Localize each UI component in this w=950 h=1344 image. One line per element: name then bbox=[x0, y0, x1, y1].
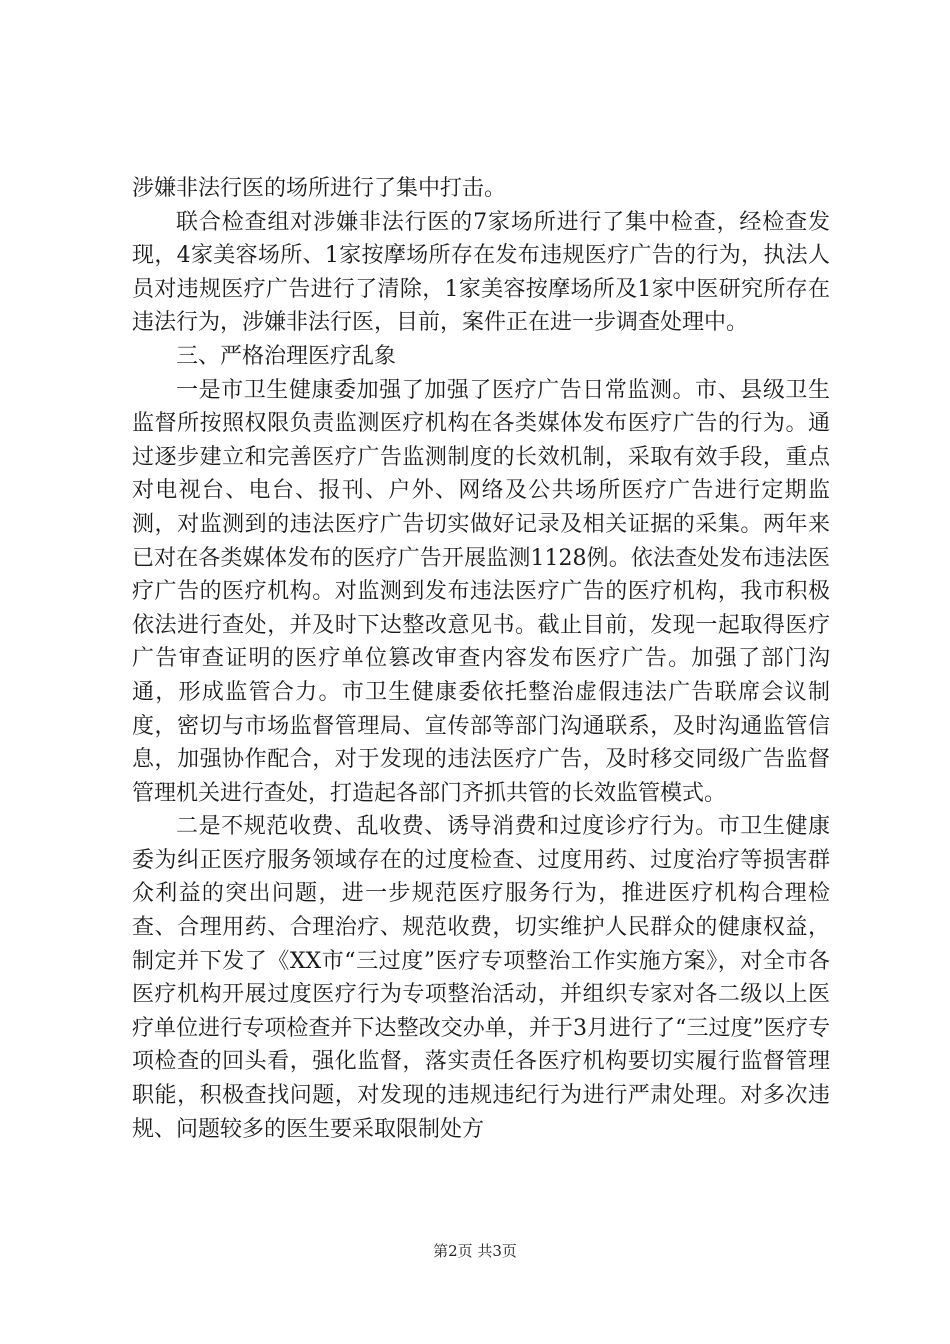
paragraph-joint-inspection: 联合检查组对涉嫌非法行医的7家场所进行了集中检查，经检查发现，4家美容场所、1家按摩场所存在发布违规医疗广告的行为，执法人员对违规医疗广告进行了清除，1家美容按摩场所及1家中医研究所存在违法行为，涉嫌非法行医，目前，案件正在进一步调查处理中。 bbox=[132, 209, 830, 336]
paragraph-advertising-monitoring: 一是市卫生健康委加强了加强了医疗广告日常监测。市、县级卫生监督所按照权限负责监测医疗机构在各类媒体发布医疗广告的行为。通过逐步建立和完善医疗广告监测制度的长效机制，采取有效手段，重点对电视台、电台、报刊、户外、网络及公共场所医疗广告进行定期监测，对监测到的违法医疗广告切实做好记录及相关证据的采集。两年来已对在各类媒体发布的医疗广告开展监测1128例。依法查处发布违法医疗广告的医疗机构。对监测到发布违法医疗广告的医疗机构，我市积极依法进行查处，并及时下达整改意见书。截止目前，发现一起取得医疗广告审查证明的医疗单位篡改审查内容发布医疗广告。加强了部门沟通，形成监管合力。市卫生健康委依托整治虚假违法广告联席会议制度，密切与市场监督管理局、宣传部等部门沟通联系，及时沟通监管信息，加强协作配合，对于发现的违法医疗广告，及时移交同级广告监督管理机关进行查处，打造起各部门齐抓共管的长效监管模式。 bbox=[132, 377, 830, 806]
page-footer: 第2页 共3页 bbox=[433, 1242, 517, 1260]
section-heading: 三、严格治理医疗乱象 bbox=[176, 343, 397, 369]
paragraph-overtreatment: 二是不规范收费、乱收费、诱导消费和过度诊疗行为。市卫生健康委为纠正医疗服务领域存在的过度检查、过度用药、过度治疗等损害群众利益的突出问题，进一步规范医疗服务行为，推进医疗机构合理检查、合理用药、合理治疗、规范收费，切实维护人民群众的健康权益，制定并下发了《XX市“三过度”医疗专项整治工作实施方案》，对全市各医疗机构开展过度医疗行为专项整治活动，并组织专家对各二级以上医疗单位进行专项检查并下达整改交办单，并于3月进行了“三过度”医疗专项检查的回头看，强化监督，落实责任各医疗机构要切实履行监督管理职能，积极查找问题，对发现的违规违纪行为进行严肃处理。对多次违规、问题较多的医生要采取限制处方 bbox=[132, 814, 830, 1142]
paragraph-continuation: 涉嫌非法行医的场所进行了集中打击。 bbox=[132, 176, 507, 201]
document-body bbox=[132, 172, 830, 1146]
